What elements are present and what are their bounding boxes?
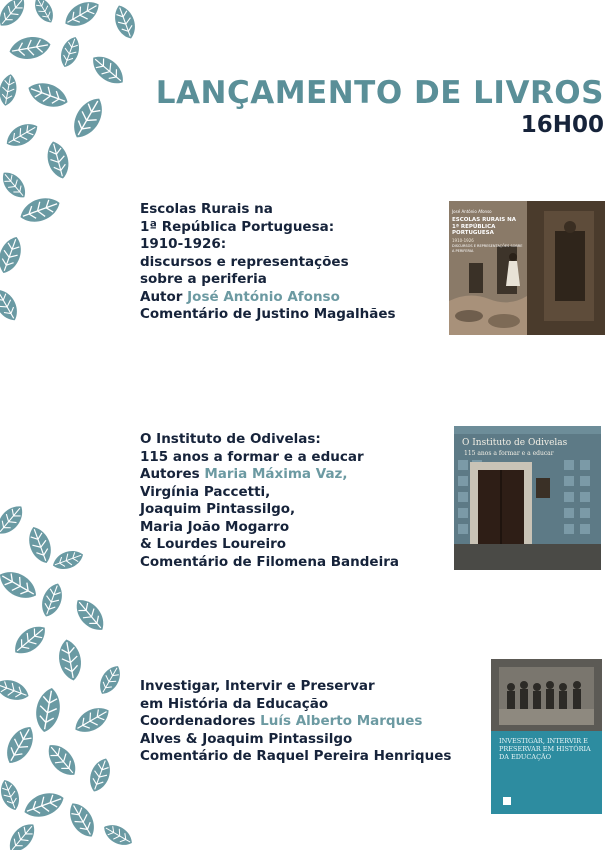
book-title-line: discursos e representações [140, 253, 349, 270]
leaf-decoration-icon [0, 0, 150, 850]
book-title-line: em História da Educação [140, 695, 329, 712]
cover-1-title: ESCOLAS RURAIS NA 1ª REPÚBLICA PORTUGUESA [452, 217, 517, 236]
book-title-line: Investigar, Intervir e Preservar [140, 678, 375, 694]
author-name: Maria João Mogarro [140, 518, 290, 535]
event-time: 16H00 [520, 112, 604, 138]
author-label: Autor [140, 288, 183, 305]
cover-1-author: José António Afonso [452, 209, 492, 214]
book-commentary: Comentário de Filomena Bandeira [140, 553, 399, 570]
book-title-line: 1910-1926: [140, 236, 227, 252]
author-label: Coordenadores [140, 713, 256, 729]
author-name: Virgínia Paccetti, [140, 483, 271, 500]
cover-3-title: INVESTIGAR, INTERVIR E PRESERVAR EM HISTÓRIA DA EDUCAÇÃO [499, 737, 591, 761]
cover-2-title: O Instituto de Odivelas [462, 438, 568, 448]
book-cover-3 [491, 659, 602, 814]
author-name: Luís Alberto Marques [260, 713, 423, 729]
event-header [156, 74, 604, 138]
book-title-line: 1ª República Portuguesa: [140, 218, 335, 235]
book-commentary: Comentário de Raquel Pereira Henriques [140, 748, 452, 764]
book-title-line: Escolas Rurais na [140, 201, 273, 217]
cover-1-dates: 1910-1926 [452, 238, 474, 243]
book-title-line: sobre a periferia [140, 271, 267, 287]
book-commentary: Comentário de Justino Magalhães [140, 306, 396, 322]
book-author [140, 466, 399, 484]
author-name: Maria Máxima Vaz, [204, 466, 348, 482]
author-name: & Lourdes Loureiro [140, 536, 287, 552]
author-name: José António Afonso [187, 288, 340, 305]
author-name: Alves & Joaquim Pintassilgo [140, 730, 353, 747]
cover-2-subtitle: 115 anos a formar e a educar [464, 450, 554, 457]
book-author [140, 289, 396, 307]
event-title: LANÇAMENTO DE LIVROS [155, 75, 604, 111]
cover-1-subtitle: DISCURSOS E REPRESENTAÇÕES SOBRE A PERIFERIA [452, 244, 523, 253]
book-title-line: 115 anos a formar e a educar [140, 448, 364, 465]
book-entry-1 [140, 201, 396, 324]
book-author [140, 713, 451, 731]
book-cover-2 [454, 426, 601, 570]
author-label: Autores [140, 466, 200, 482]
book-cover-1 [449, 201, 605, 335]
book-entry-2 [140, 431, 399, 571]
author-name: Joaquim Pintassilgo, [140, 501, 296, 517]
book-entry-3 [140, 678, 451, 766]
book-title-line: O Instituto de Odivelas: [140, 431, 321, 447]
